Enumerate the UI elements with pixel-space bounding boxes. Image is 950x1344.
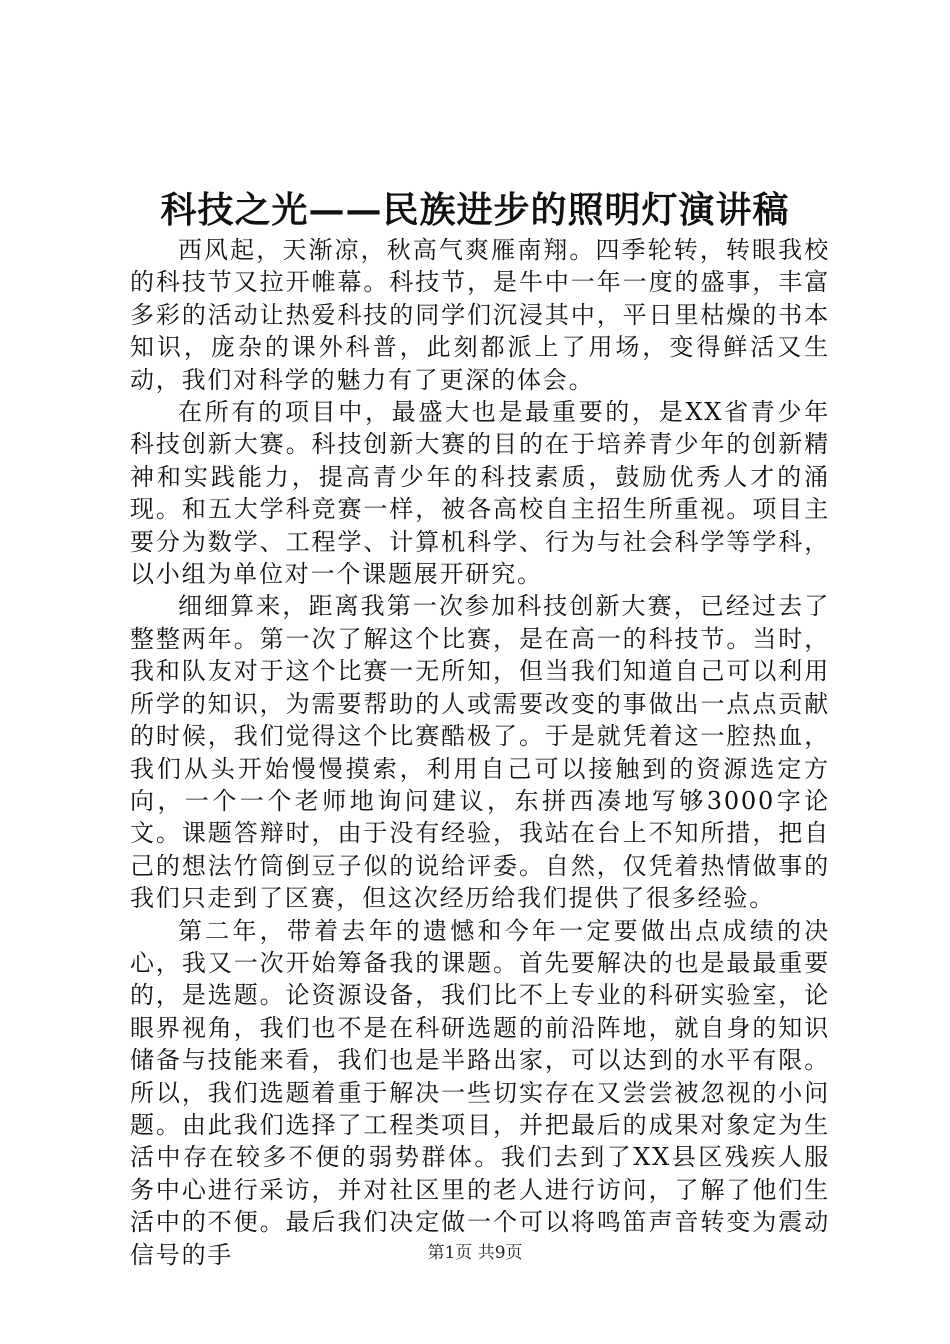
paragraph: 在所有的项目中，最盛大也是最重要的，是XX省青少年科技创新大赛。科技创新大赛的目的在于培养青少年的创新精神和实践能力，提高青少年的科技素质，鼓励优秀人才的涌现。和五大学科竞赛一样，被各高校自主招生所重视。项目主要分为数学、工程学、计算机科学、行为与社会科学等学科，以小组为单位对一个课题展开研究。 — [130, 398, 830, 589]
paragraph: 西风起，天渐凉，秋高气爽雁南翔。四季轮转，转眼我校的科技节又拉开帷幕。科技节，是牛中一年一度的盛事，丰富多彩的活动让热爱科技的同学们沉浸其中，平日里枯燥的书本知识，庞杂的课外科普，此刻都派上了用场，变得鲜活又生动，我们对科学的魅力有了更深的体会。 — [130, 236, 830, 394]
paragraph: 细细算来，距离我第一次参加科技创新大赛，已经过去了整整两年。第一次了解这个比赛，是在高一的科技节。当时，我和队友对于这个比赛一无所知，但当我们知道自己可以利用所学的知识，为需要帮助的人或需要改变的事做出一点点贡献的时候，我们觉得这个比赛酷极了。于是就凭着这一腔热血，我们从头开始慢慢摸索，利用自己可以接触到的资源选定方向，一个一个老师地询问建议，东拼西凑地写够3000字论文。课题答辩时，由于没有经验，我站在台上不知所措，把自己的想法竹筒倒豆子似的说给评委。自然，仅凭着热情做事的我们只走到了区赛，但这次经历给我们提供了很多经验。 — [130, 592, 830, 913]
document-body — [130, 234, 830, 1271]
page-footer: 第1页 共9页 — [427, 1243, 523, 1263]
paragraph: 第二年，带着去年的遗憾和今年一定要做出点成绩的决心，我又一次开始筹备我的课题。首先要解决的也是最最重要的，是选题。论资源设备，我们比不上专业的科研实验室，论眼界视角，我们也不是在科研选题的前沿阵地，就自身的知识储备与技能来看，我们也是半路出家，可以达到的水平有限。所以，我们选题着重于解决一些切实存在又尝尝被忽视的小问题。由此我们选择了工程类项目，并把最后的成果对象定为生活中存在较多不便的弱势群体。我们去到了XX县区残疾人服务中心进行采访，并对社区里的老人进行访问，了解了他们生活中的不便。最后我们决定做一个可以将鸣笛声音转变为震动信号的手 — [130, 916, 830, 1269]
document-title: 科技之光——民族进步的照明灯演讲稿 — [160, 189, 790, 231]
